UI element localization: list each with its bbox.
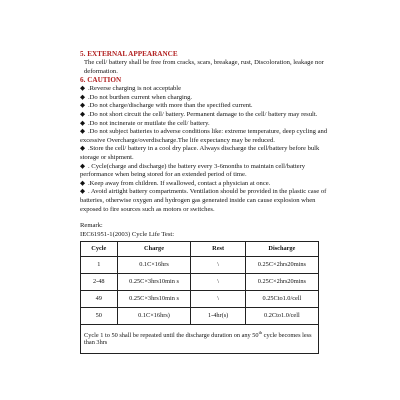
caution-item: ◆ . Avoid airtight battery compartments. Ventilation should be provided in the plastic case of batteries, otherwise oxygen and hydrogen gas generated inside can cause explosion when exposed to fire sources such as motors or switches. xyxy=(80,188,327,213)
cell-discharge: 0.25C×2hrs20mins xyxy=(245,274,318,291)
cell-charge: 0.1C×16hrs) xyxy=(117,308,191,325)
bullet-icon: ◆ xyxy=(80,188,86,196)
remark-label: Remark: xyxy=(80,222,103,230)
cell-discharge: 0.25Cto1.0/cell xyxy=(245,291,318,308)
bullet-icon: ◆ xyxy=(80,145,86,153)
cell-cycle: 1 xyxy=(81,257,118,274)
header-discharge: Discharge xyxy=(245,242,318,257)
cell-rest: \ xyxy=(191,291,245,308)
section-5-text: The cell/ battery shall be free from cracks, scars, breakage, rust, Discoloration, leakage nor deformation. xyxy=(84,59,324,75)
cell-cycle: 49 xyxy=(81,291,118,308)
caution-item: ◆ . Cycle(charge and discharge) the battery every 3-6months to maintain cell/battery performance when being stored for an extended period of time. xyxy=(80,162,306,179)
table-header-row xyxy=(81,242,319,257)
bullet-icon: ◆ xyxy=(80,93,86,101)
cell-charge: 0.25C×3hrs10min s xyxy=(117,274,191,291)
header-rest: Rest xyxy=(191,242,245,257)
test-name: IEC61951-1(2003) Cycle Life Test: xyxy=(80,230,175,238)
cell-rest: \ xyxy=(191,274,245,291)
table-note: Cycle 1 to 50 shall be repeated until the discharge duration on any 50th cycle becomes less than 3hrs xyxy=(81,325,319,354)
caution-item: ◆ .Do not subject batteries to adverse conditions like: extreme temperature, deep cycling and excessive Overcharge/overdischarge.The life expectancy may be reduced. xyxy=(80,128,328,144)
header-charge: Charge xyxy=(117,242,191,257)
table-row xyxy=(81,291,319,308)
caution-item: ◆ .Do not burthen current when charging. xyxy=(80,93,193,101)
note-superscript: th xyxy=(258,329,263,335)
caution-item: ◆ .Do not charge/discharge with more than the specified current. xyxy=(80,102,253,110)
bullet-icon: ◆ xyxy=(80,102,86,110)
cell-rest: \ xyxy=(191,257,245,274)
caution-item: ◆ .Keep away from children. If swallowed, contact a physician at once. xyxy=(80,179,271,187)
cell-cycle: 50 xyxy=(81,308,118,325)
bullet-icon: ◆ xyxy=(80,162,86,170)
cell-rest: 1-4hr(s) xyxy=(191,308,245,325)
caution-item: ◆ .Do not incinerate or mutilate the cell/ battery. xyxy=(80,119,210,127)
section-6-heading: 6. CAUTION xyxy=(80,76,122,85)
section-5-heading: 5. EXTERNAL APPEARANCE xyxy=(80,50,178,58)
header-cycle: Cycle xyxy=(81,242,118,257)
cell-charge: 0.1C×16hrs xyxy=(117,257,191,274)
bullet-icon: ◆ xyxy=(80,85,86,93)
table-row xyxy=(81,308,319,325)
caution-item: ◆ .Store the cell/ battery in a cool dry place. Always discharge the cell/battery before bulk storage or shipment. xyxy=(80,145,320,161)
table-row xyxy=(81,274,319,291)
cell-discharge: 0.2Cto1.0/cell xyxy=(245,308,318,325)
cell-discharge: 0.25C×2hrs20mins xyxy=(245,257,318,274)
bullet-icon: ◆ xyxy=(80,110,86,118)
cycle-life-table xyxy=(80,241,319,354)
cell-cycle: 2-48 xyxy=(81,274,118,291)
bullet-icon: ◆ xyxy=(80,128,86,136)
caution-list xyxy=(80,85,328,214)
table-note-row xyxy=(81,325,319,354)
caution-item: ◆ .Do not short circuit the cell/ battery. Permanent damage to the cell/ battery may result. xyxy=(80,110,318,118)
bullet-icon: ◆ xyxy=(80,119,86,127)
caution-item: ◆ .Reverse charging is not acceptable xyxy=(80,85,182,93)
bullet-icon: ◆ xyxy=(80,179,86,187)
table-row xyxy=(81,257,319,274)
document-page xyxy=(80,50,328,354)
cell-charge: 0.25C×3hrs10min s xyxy=(117,291,191,308)
